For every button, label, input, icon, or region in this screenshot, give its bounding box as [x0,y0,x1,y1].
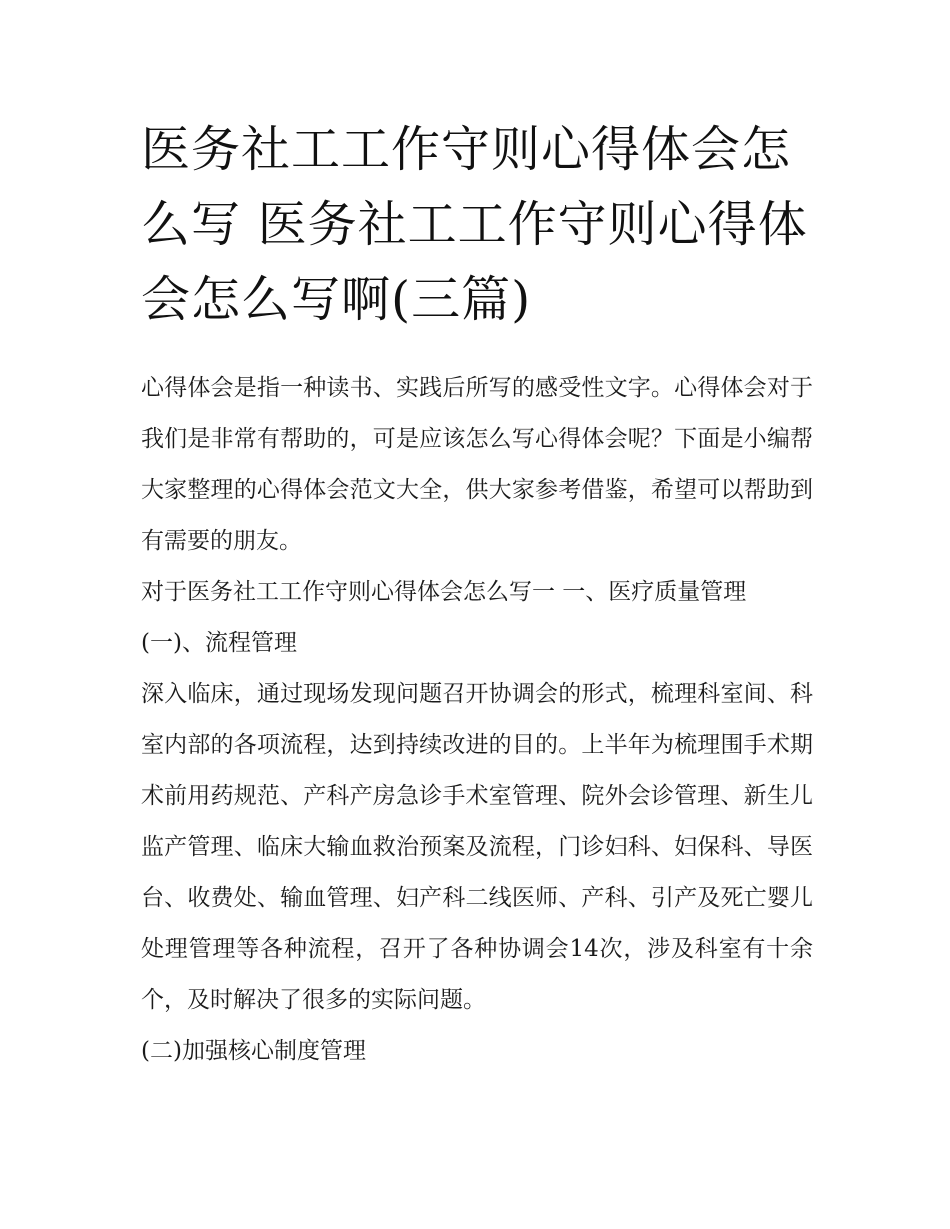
document-title: 医务社工工作守则心得体会怎么写 医务社工工作守则心得体会怎么写啊(三篇) [141,121,808,328]
subheading-process-management: (一)、流程管理 [141,630,297,656]
body-paragraph: 深入临床，通过现场发现问题召开协调会的形式，梳理科室间、科室内部的各项流程，达到持续改进的目的。上半年为梳理围手术期术前用药规范、产科产房急诊手术室管理、院外会诊管理、新生儿监产管理、临床大输血救治预案及流程，门诊妇科、妇保科、导医台、收费处、输血管理、妇产科二线医师、产科、引产及死亡婴儿处理管理等各种流程，召开了各种协调会14次，涉及科室有十余个，及时解决了很多的实际问题。 [141,681,813,1013]
subheading-core-system-management: (二)加强核心制度管理 [141,1038,366,1064]
section-heading: 对于医务社工工作守则心得体会怎么写一 一、医疗质量管理 [141,579,747,605]
intro-paragraph: 心得体会是指一种读书、实践后所写的感受性文字。心得体会对于我们是非常有帮助的，可是应该怎么写心得体会呢？下面是小编帮大家整理的心得体会范文大全，供大家参考借鉴，希望可以帮助到有需要的朋友。 [141,375,813,554]
document-content [141,112,813,1077]
